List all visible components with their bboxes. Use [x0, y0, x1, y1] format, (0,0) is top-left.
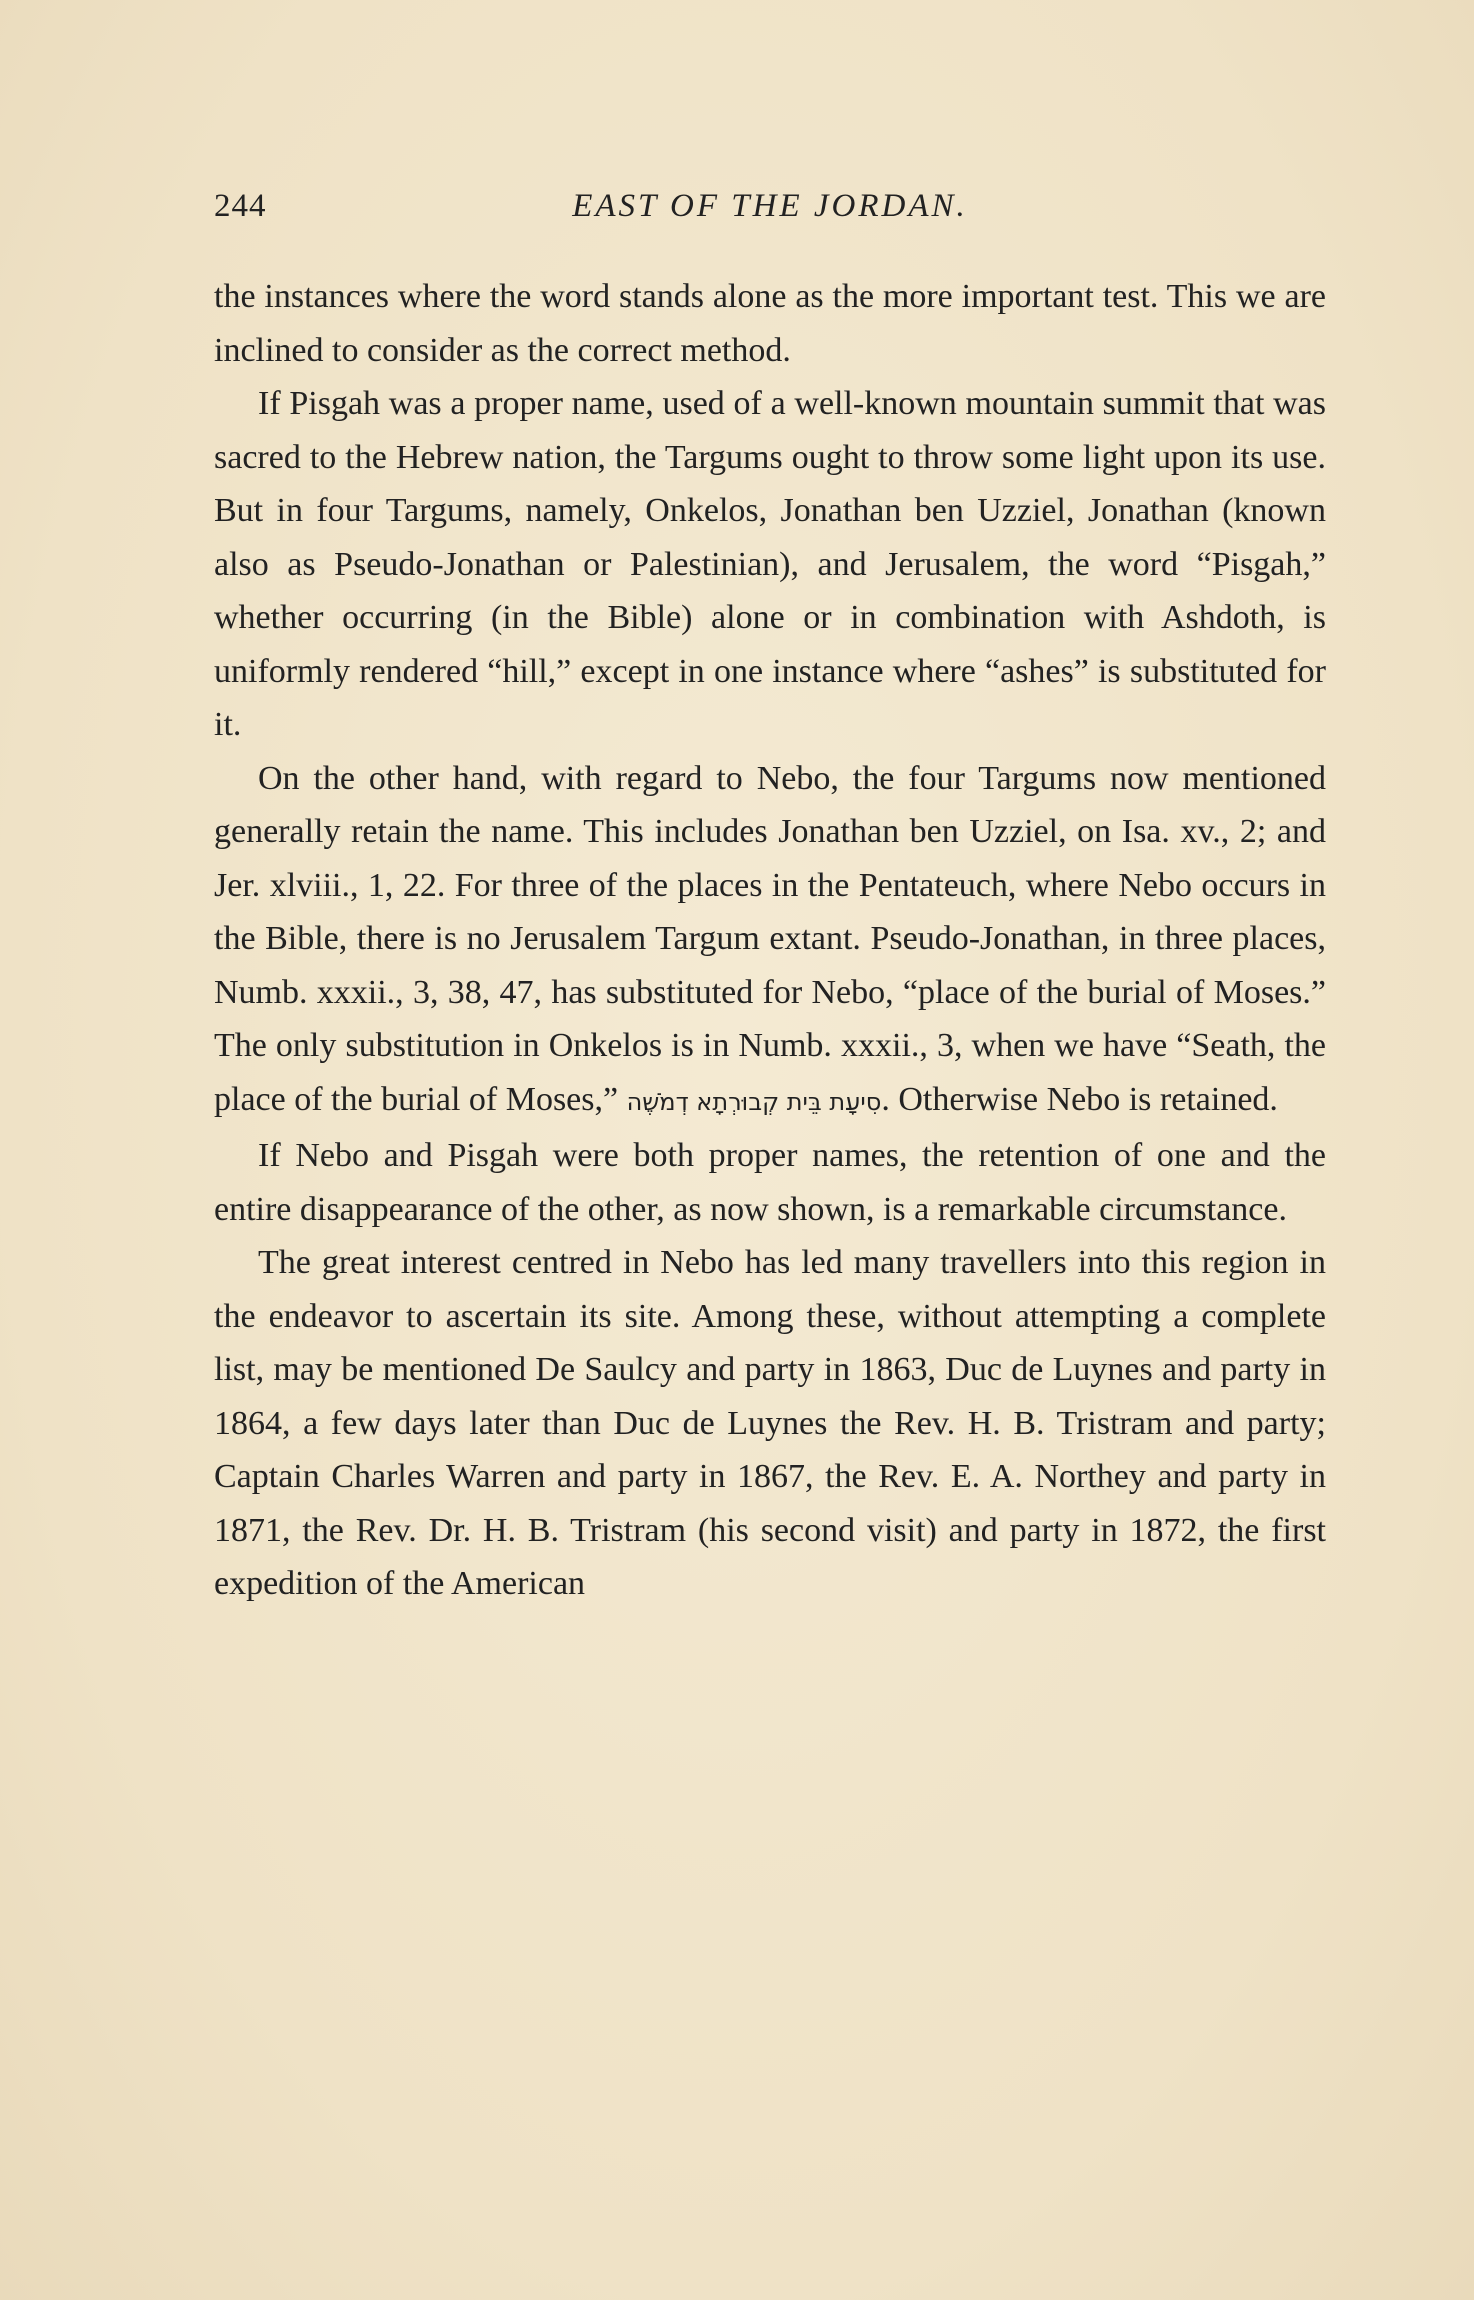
paragraph-pisgah-targums: If Pisgah was a proper name, used of a well-known mountain summit that was sacred to the Hebrew nation, the Targums ought to throw some light upon its use. But in four Targums, namely, Onkelos, Jonathan ben Uzziel, Jonathan (known also as Pseudo-Jonathan or Palestinian), and Jerusalem, the word “Pisgah,” whether occurring (in the Bible) alone or in combination with Ashdoth, is uniformly rendered “hill,” except in one instance where “ashes” is substituted for it.: [214, 385, 1326, 743]
body-text: [214, 270, 1326, 1611]
paragraph-proper-names: If Nebo and Pisgah were both proper names, the retention of one and the entire disappearance of the other, as now shown, is a remarkable circumstance.: [214, 1137, 1326, 1228]
running-title: EAST OF THE JORDAN.: [572, 188, 968, 224]
paragraph-text-before-hebrew: On the other hand, with regard to Nebo, the four Targums now mentioned generally retain the name. This includes Jonathan ben Uzziel, on Isa. xv., 2; and Jer. xlviii., 1, 22. For three of the places in the Pentateuch, where Nebo occurs in the Bible, there is no Jerusalem Targum extant. Pseudo-Jonathan, in three places, Numb. xxxii., 3, 38, 47, has substituted for Nebo, “place of the burial of Moses.” The only substitution in Onkelos is in Numb. xxxii., 3, when we have “Seath, the place of the burial of Moses,”: [214, 759, 1326, 1118]
paragraph-continued: the instances where the word stands alone as the more important test. This we are inclined to consider as the correct method.: [214, 278, 1326, 369]
paragraph-text-after-hebrew: . Otherwise Nebo is retained.: [881, 1080, 1278, 1118]
page-header: [214, 188, 1326, 238]
page-number: 244: [214, 188, 267, 224]
paragraph-travellers: The great interest centred in Nebo has led many travellers into this region in the endeavor to ascertain its site. Among these, without attempting a complete list, may be mentioned De Saulcy and party in 1863, Duc de Luynes and party in 1864, a few days later than Duc de Luynes the Rev. H. B. Tristram and party; Captain Charles Warren and party in 1867, the Rev. E. A. Northey and party in 1871, the Rev. Dr. H. B. Tristram (his second visit) and party in 1872, the first expedition of the American: [214, 1244, 1326, 1602]
paragraph-nebo-targums: [214, 752, 1326, 1130]
hebrew-quotation: סִיעָת בֵּית קְבוּרְתָא דְמֹשֶׁה: [626, 1087, 882, 1116]
